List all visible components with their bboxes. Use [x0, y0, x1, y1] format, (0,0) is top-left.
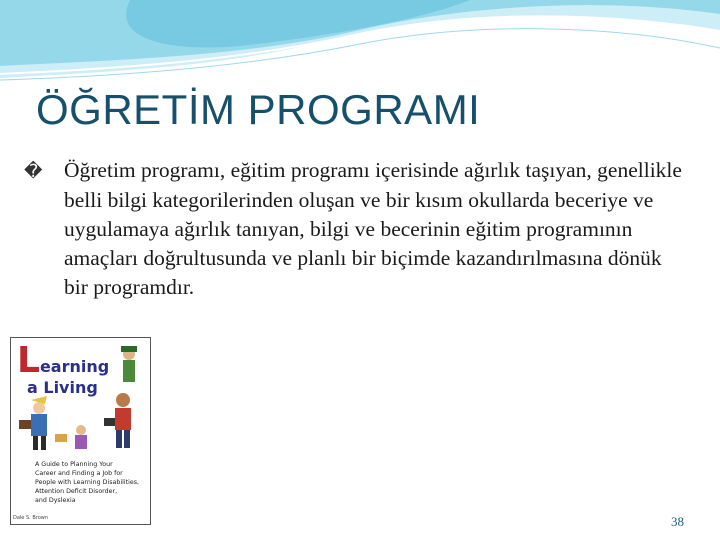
- bullet-paragraph: [24, 156, 684, 302]
- book-subtitle: a Living: [27, 378, 98, 397]
- bullet-icon: �: [24, 161, 43, 182]
- page-number: 38: [671, 514, 684, 529]
- slide-body: [24, 156, 684, 302]
- header-wave-decoration: [0, 0, 720, 90]
- book-author: Dale S. Brown: [13, 515, 49, 521]
- book-cover-image: [10, 337, 151, 525]
- book-description: A Guide to Planning Your Career and Finding a Job for People with Learning Disabilities, Attention Deficit Disorder, and Dyslexia: [35, 461, 139, 504]
- paragraph-text: Öğretim programı, eğitim programı içerisinde ağırlık taşıyan, genellikle belli bilgi kategorilerinden oluşan ve bir kısım okullarda beceriye ve uygulamaya ağırlık tanıyan, bilgi ve becerinin eğitim programının amaçları doğrultusunda ve planlı bir biçimde kazandırılmasına dönük bir programdır.: [64, 158, 682, 299]
- book-title: Learning: [17, 340, 110, 381]
- slide-title: ÖĞRETİM PROGRAMI: [36, 86, 481, 133]
